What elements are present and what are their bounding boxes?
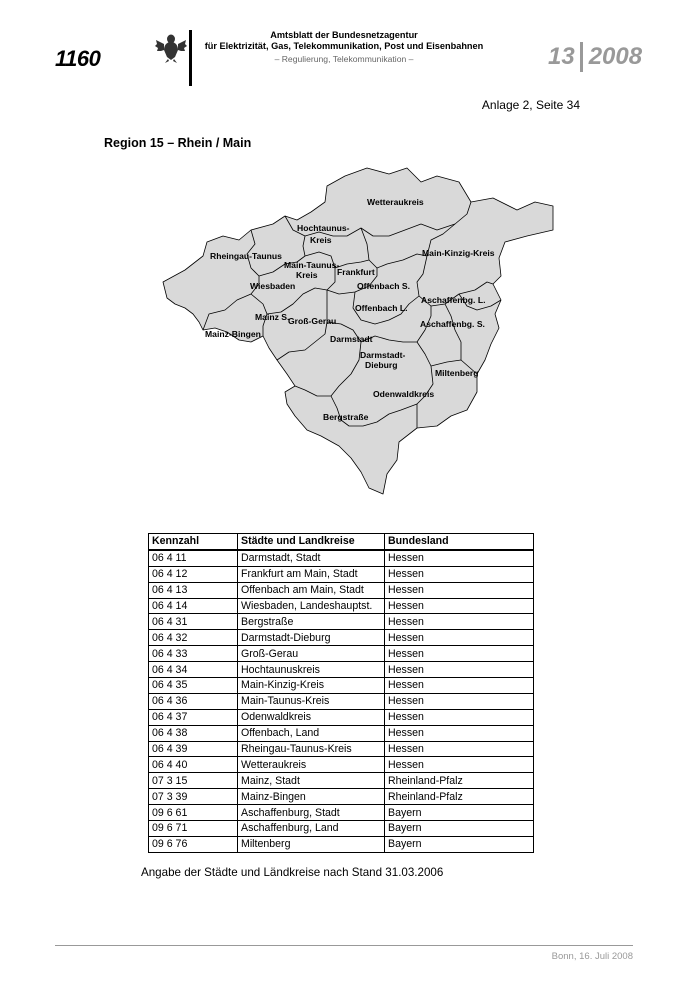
federal-eagle-icon: [154, 30, 188, 64]
cell-land: Bayern: [385, 805, 534, 821]
table-row: [149, 709, 534, 725]
cell-kennzahl: 06 4 39: [149, 741, 238, 757]
table-row: [149, 757, 534, 773]
table-row: [149, 646, 534, 662]
cell-land: Hessen: [385, 757, 534, 773]
footer-date: Bonn, 16. Juli 2008: [551, 951, 633, 962]
cell-land: Hessen: [385, 614, 534, 630]
cell-land: Rheinland-Pfalz: [385, 773, 534, 789]
page-number: 1160: [55, 46, 101, 71]
issue-divider: [580, 42, 583, 72]
cell-land: Hessen: [385, 725, 534, 741]
cell-name: Hochtaunuskreis: [238, 662, 385, 678]
table-row: [149, 678, 534, 694]
cell-name: Aschaffenburg, Land: [238, 821, 385, 837]
table-row: [149, 566, 534, 582]
cell-name: Odenwaldkreis: [238, 709, 385, 725]
col-header-staedte: Städte und Landkreise: [238, 534, 385, 550]
cell-land: Hessen: [385, 582, 534, 598]
cell-kennzahl: 09 6 76: [149, 836, 238, 852]
map-label-wiesbaden: Wiesbaden: [250, 281, 296, 291]
gazette-header: [198, 30, 490, 66]
map-label-bergstrasse: Bergstraße: [323, 412, 369, 422]
region-title: Region 15 – Rhein / Main: [104, 136, 252, 150]
cell-kennzahl: 09 6 61: [149, 805, 238, 821]
issue-number: [548, 42, 642, 72]
districts-table: [148, 533, 534, 853]
footer-divider: [55, 945, 633, 946]
cell-land: Bayern: [385, 821, 534, 837]
cell-name: Frankfurt am Main, Stadt: [238, 566, 385, 582]
table-row: [149, 598, 534, 614]
cell-land: Hessen: [385, 550, 534, 566]
cell-name: Main-Kinzig-Kreis: [238, 678, 385, 694]
cell-name: Wetteraukreis: [238, 757, 385, 773]
gazette-subtitle: für Elektrizität, Gas, Telekommunikation, Post und Eisenbahnen: [204, 41, 484, 51]
map-label-hochtaunus-2: Kreis: [310, 235, 332, 245]
cell-name: Main-Taunus-Kreis: [238, 693, 385, 709]
table-row: [149, 836, 534, 852]
table-row: [149, 614, 534, 630]
map-label-darmstadt: Darmstadt: [330, 334, 373, 344]
table-row: [149, 662, 534, 678]
cell-land: Hessen: [385, 646, 534, 662]
cell-kennzahl: 07 3 15: [149, 773, 238, 789]
cell-kennzahl: 06 4 37: [149, 709, 238, 725]
table-row: [149, 725, 534, 741]
cell-kennzahl: 06 4 32: [149, 630, 238, 646]
cell-name: Mainz-Bingen: [238, 789, 385, 805]
map-label-aschaffenburg-l: Aschaffenbg. L.: [421, 295, 486, 305]
cell-kennzahl: 06 4 38: [149, 725, 238, 741]
map-label-darmstadtdieburg-2: Dieburg: [365, 360, 398, 370]
issue-no: 13: [548, 43, 575, 70]
map-label-hochtaunus: Hochtaunus-: [297, 223, 350, 233]
cell-land: Hessen: [385, 741, 534, 757]
map-label-frankfurt: Frankfurt: [337, 267, 375, 277]
cell-kennzahl: 06 4 40: [149, 757, 238, 773]
region-map: [155, 164, 557, 496]
cell-kennzahl: 06 4 12: [149, 566, 238, 582]
issue-year: 2008: [588, 43, 643, 70]
table-row: [149, 789, 534, 805]
cell-name: Darmstadt-Dieburg: [238, 630, 385, 646]
map-label-mainz-s: Mainz S.: [255, 312, 290, 322]
cell-name: Offenbach, Land: [238, 725, 385, 741]
cell-land: Hessen: [385, 598, 534, 614]
table-row: [149, 741, 534, 757]
cell-kennzahl: 06 4 13: [149, 582, 238, 598]
map-label-miltenberg: Miltenberg: [435, 368, 479, 378]
cell-land: Bayern: [385, 836, 534, 852]
cell-kennzahl: 06 4 14: [149, 598, 238, 614]
cell-land: Hessen: [385, 678, 534, 694]
map-label-maintaunus-2: Kreis: [296, 270, 318, 280]
cell-kennzahl: 06 4 36: [149, 693, 238, 709]
cell-land: Rheinland-Pfalz: [385, 789, 534, 805]
header-divider: [189, 30, 192, 86]
cell-kennzahl: 06 4 31: [149, 614, 238, 630]
gazette-title: Amtsblatt der Bundesnetzagentur: [270, 30, 418, 40]
map-label-maintaunus: Main-Taunus-: [284, 260, 340, 270]
table-note: Angabe der Städte und Ländkreise nach Stand 31.03.2006: [141, 866, 444, 879]
table-row: [149, 773, 534, 789]
map-label-grossgerau: Groß-Gerau: [288, 316, 337, 326]
map-label-offenbach-l: Offenbach L.: [355, 303, 408, 313]
cell-kennzahl: 06 4 34: [149, 662, 238, 678]
cell-name: Bergstraße: [238, 614, 385, 630]
map-label-mainzbingen: Mainz-Bingen: [205, 329, 261, 339]
cell-name: Miltenberg: [238, 836, 385, 852]
cell-land: Hessen: [385, 662, 534, 678]
cell-land: Hessen: [385, 566, 534, 582]
table-row: [149, 550, 534, 566]
cell-land: Hessen: [385, 630, 534, 646]
cell-name: Aschaffenburg, Stadt: [238, 805, 385, 821]
cell-kennzahl: 09 6 71: [149, 821, 238, 837]
table-row: [149, 821, 534, 837]
map-label-odenwald: Odenwaldkreis: [373, 389, 435, 399]
map-label-aschaffenburg-s: Aschaffenbg. S.: [420, 319, 485, 329]
table-row: [149, 630, 534, 646]
map-label-mainkinzig: Main-Kinzig-Kreis: [422, 248, 495, 258]
cell-name: Groß-Gerau: [238, 646, 385, 662]
cell-name: Mainz, Stadt: [238, 773, 385, 789]
map-label-offenbach-s: Offenbach S.: [357, 281, 411, 291]
table-header-row: [149, 534, 534, 550]
map-label-wetterau: Wetteraukreis: [367, 197, 424, 207]
map-label-rheingau: Rheingau-Taunus: [210, 251, 282, 261]
cell-kennzahl: 06 4 35: [149, 678, 238, 694]
cell-name: Offenbach am Main, Stadt: [238, 582, 385, 598]
col-header-bundesland: Bundesland: [385, 534, 534, 550]
cell-kennzahl: 06 4 33: [149, 646, 238, 662]
gazette-section: – Regulierung, Telekommunikation –: [274, 54, 414, 64]
map-label-darmstadtdieburg: Darmstadt-: [360, 350, 406, 360]
col-header-kennzahl: Kennzahl: [149, 534, 238, 550]
table-row: [149, 693, 534, 709]
attachment-reference: Anlage 2, Seite 34: [481, 98, 580, 112]
cell-name: Rheingau-Taunus-Kreis: [238, 741, 385, 757]
table-row: [149, 805, 534, 821]
cell-name: Darmstadt, Stadt: [238, 550, 385, 566]
cell-kennzahl: 06 4 11: [149, 550, 238, 566]
cell-land: Hessen: [385, 709, 534, 725]
cell-kennzahl: 07 3 39: [149, 789, 238, 805]
cell-land: Hessen: [385, 693, 534, 709]
cell-name: Wiesbaden, Landeshauptst.: [238, 598, 385, 614]
table-row: [149, 582, 534, 598]
